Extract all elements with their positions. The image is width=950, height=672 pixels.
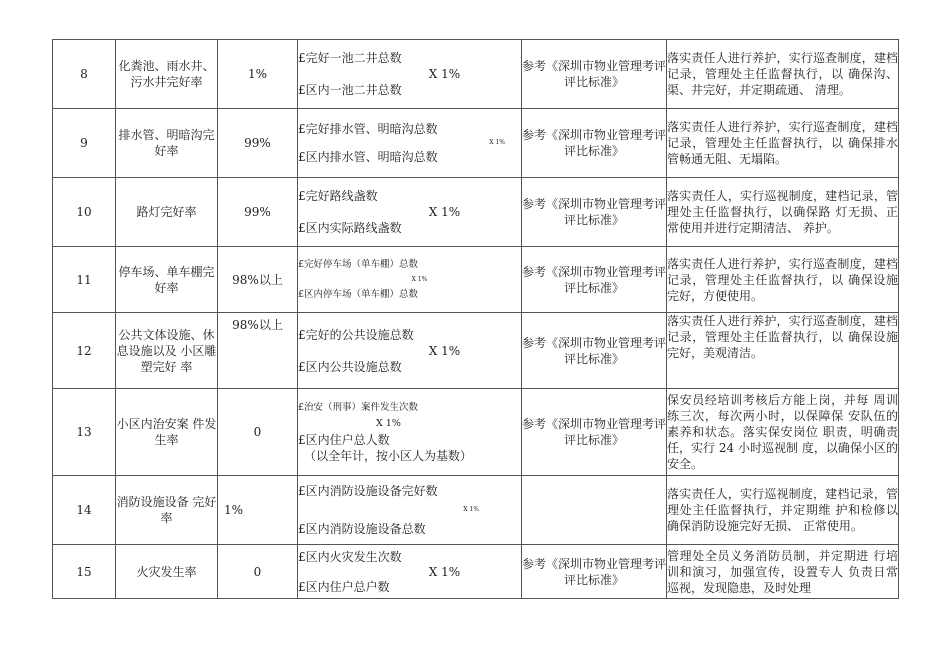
indicator-name: 路灯完好率 [116, 178, 218, 247]
formula [298, 476, 522, 545]
table-row [53, 40, 899, 109]
row-number: 13 [53, 389, 116, 476]
formula-multiplier: X 1% [428, 205, 461, 219]
management-requirement: 落实责任人进行养护，实行巡查制度，建档记录，管理处主任监督执行，以 确保设施完好，美观清洁。 [667, 313, 899, 389]
formula-denominator: £区内排水管、明暗沟总数 [298, 150, 438, 164]
formula-multiplier: X 1% [463, 506, 479, 513]
formula-denominator: £区内停车场（单车棚）总数 [298, 288, 419, 300]
reference-standard: 参考《深圳市物业管理考评评比标准》 [522, 545, 667, 599]
formula [298, 389, 522, 476]
formula-note: （以全年计，按小区人为基数） [304, 449, 473, 463]
target-value: 99% [218, 109, 298, 178]
management-requirement: 保安员经培训考核后方能上岗，并每 周训练三次，每次两小时，以保障保 安队伍的素养和状态。落实保安岗位 职责，明确责任，实行 24 小时巡视制 度，以确保小区的安全。 [667, 389, 899, 476]
table-row [53, 313, 899, 389]
row-number: 11 [53, 247, 116, 313]
formula [298, 40, 522, 109]
formula-multiplier: X 1% [428, 67, 461, 81]
target-value: 1% [218, 40, 298, 109]
reference-standard: 参考《深圳市物业管理考评评比标准》 [522, 109, 667, 178]
formula-numerator: £完好停车场（单车棚）总数 [298, 258, 419, 270]
formula-numerator: £完好一池二井总数 [298, 51, 402, 65]
formula-denominator: £区内住户总人数 [298, 433, 390, 447]
formula-multiplier: X 1% [489, 139, 505, 146]
target-value: 1% [218, 476, 298, 545]
row-number: 15 [53, 545, 116, 599]
row-number: 12 [53, 313, 116, 389]
reference-standard: 参考《深圳市物业管理考评评比标准》 [522, 178, 667, 247]
row-number: 8 [53, 40, 116, 109]
row-number: 14 [53, 476, 116, 545]
formula-denominator: £区内公共设施总数 [298, 359, 402, 374]
management-requirement: 落实责任人进行养护，实行巡查制度，建档记录，管理处主任监督执行，以 确保设施完好，方便使用。 [667, 247, 899, 313]
indicator-name: 公共文体设施、休息设施以及 小区雕塑完好 率 [116, 313, 218, 389]
management-requirement: 落实责任人，实行巡视制度，建档记录，管理处主任监督执行，并定期维 护和检修以确保消防设施完好无损、 正常使用。 [667, 476, 899, 545]
formula-numerator: £完好路线盏数 [298, 189, 378, 203]
formula [298, 545, 522, 599]
row-number: 10 [53, 178, 116, 247]
indicator-name: 化粪池、雨水井、污水井完好率 [116, 40, 218, 109]
row-number: 9 [53, 109, 116, 178]
reference-standard: 参考《深圳市物业管理考评评比标准》 [522, 313, 667, 389]
table-row [53, 109, 899, 178]
table-row [53, 178, 899, 247]
target-value: 0 [218, 545, 298, 599]
formula-numerator: £完好的公共设施总数 [298, 327, 414, 342]
reference-standard [522, 476, 667, 545]
formula-denominator: £区内一池二井总数 [298, 83, 402, 97]
management-requirement: 落实责任人，实行巡视制度，建档记录，管理处主任监督执行，以确保路 灯无损、正常使用并进行定期清洁、 养护。 [667, 178, 899, 247]
formula-multiplier: X 1% [428, 564, 461, 579]
formula-numerator: £区内火灾发生次数 [298, 549, 402, 564]
target-value: 98%以上 [218, 247, 298, 313]
formula [298, 247, 522, 313]
reference-standard: 参考《深圳市物业管理考评评比标准》 [522, 389, 667, 476]
target-value: 98%以上 [218, 313, 298, 389]
reference-standard: 参考《深圳市物业管理考评评比标准》 [522, 40, 667, 109]
formula-denominator: £区内住户总户数 [298, 579, 390, 594]
reference-standard: 参考《深圳市物业管理考评评比标准》 [522, 247, 667, 313]
indicator-name: 停车场、单车棚完好率 [116, 247, 218, 313]
table-row [53, 476, 899, 545]
target-value: 0 [218, 389, 298, 476]
management-requirement: 管理处全员义务消防员制，并定期进 行培训和演习，加强宣传，设置专人 负责日常巡视，发现隐患，及时处理 [667, 545, 899, 599]
management-requirement: 落实责任人进行养护，实行巡查制度，建档记录，管理处主任监督执行，以 确保排水管畅通无阻、无塌陷。 [667, 109, 899, 178]
formula-multiplier: X 1% [411, 275, 428, 283]
formula [298, 313, 522, 389]
formula-numerator: £完好排水管、明暗沟总数 [298, 122, 438, 136]
table-row [53, 545, 899, 599]
indicator-name: 火灾发生率 [116, 545, 218, 599]
formula-multiplier: X 1% [428, 343, 461, 358]
indicator-name: 小区内治安案 件发生率 [116, 389, 218, 476]
formula [298, 109, 522, 178]
formula [298, 178, 522, 247]
management-requirement: 落实责任人进行养护，实行巡查制度，建档记录，管理处主任监督执行，以 确保沟、渠、井完好，并定期疏通、 清理。 [667, 40, 899, 109]
assessment-table [52, 39, 899, 599]
indicator-name: 排水管、明暗沟完好率 [116, 109, 218, 178]
table-row [53, 389, 899, 476]
table-row [53, 247, 899, 313]
formula-denominator: £区内消防设施设备总数 [298, 522, 426, 536]
formula-multiplier: X 1% [376, 418, 401, 429]
formula-numerator: £治安（刑事）案件发生次数 [298, 402, 419, 413]
indicator-name: 消防设施设备 完好率 [116, 476, 218, 545]
target-value: 99% [218, 178, 298, 247]
formula-denominator: £区内实际路线盏数 [298, 221, 402, 235]
formula-numerator: £区内消防设施设备完好数 [298, 484, 438, 498]
